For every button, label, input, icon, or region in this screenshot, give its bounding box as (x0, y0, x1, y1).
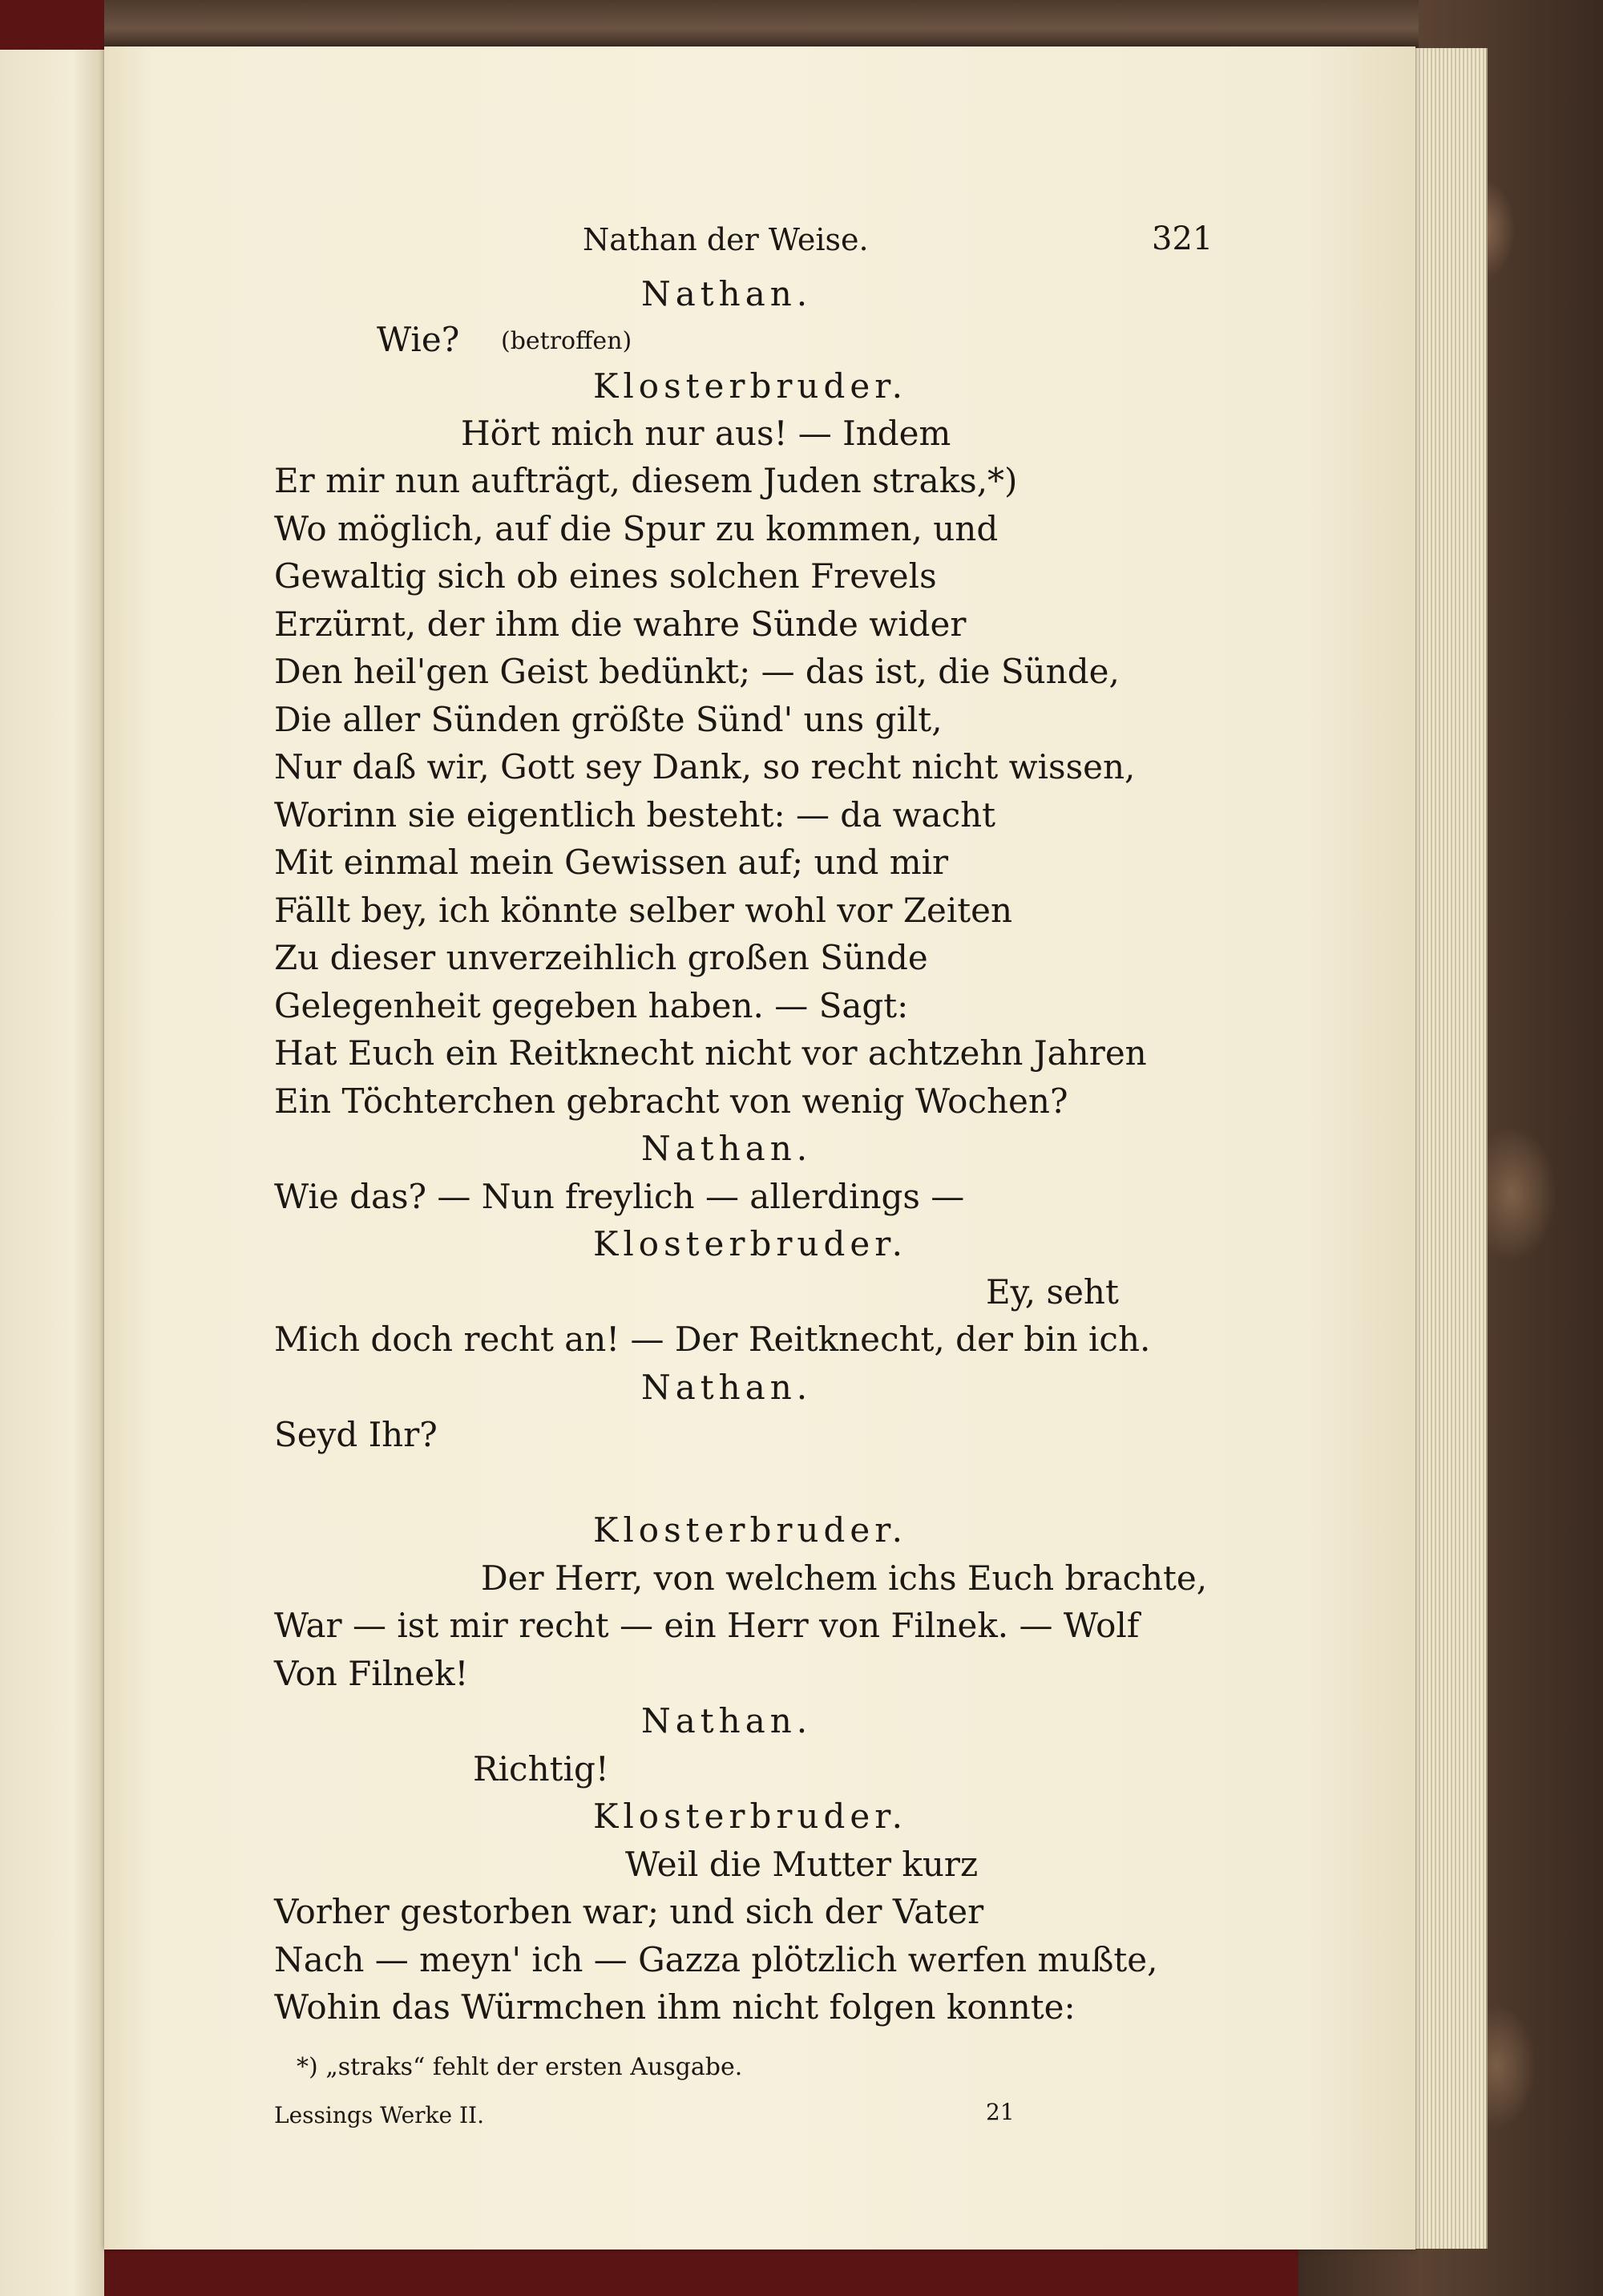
page-block-edges (1412, 48, 1488, 2249)
verse-line: Mit einmal mein Gewissen auf; und mir (274, 843, 949, 882)
speaker-label: Nathan. (641, 1701, 813, 1740)
verse-line: Ey, seht (986, 1272, 1119, 1312)
verse-line: Mich doch recht an! — Der Reitknecht, der bin ich. (274, 1320, 1151, 1359)
left-page-edge (0, 50, 104, 2296)
verse-line: Wie das? — Nun freylich — allerdings — (274, 1177, 965, 1216)
verse-line: War — ist mir recht — ein Herr von Filnek. — Wolf (274, 1606, 1140, 1645)
verse-line: Hat Euch ein Reitknecht nicht vor achtzehn Jahren (274, 1033, 1147, 1073)
verse-line: Fällt bey, ich könnte selber wohl vor Zeiten (274, 891, 1013, 930)
speaker-label: Klosterbruder. (593, 1797, 908, 1836)
verse-line: Wo möglich, auf die Spur zu kommen, und (274, 509, 999, 548)
speaker-label: Nathan. (641, 1368, 813, 1407)
book-top-edge (104, 0, 1419, 48)
verse-line: Worinn sie eigentlich besteht: — da wacht (274, 795, 996, 835)
footnote: *) „straks“ fehlt der ersten Ausgabe. (297, 2053, 743, 2081)
verse-line: Von Filnek! (274, 1654, 469, 1693)
speaker-label: Klosterbruder. (593, 1224, 908, 1263)
verse-line: Weil die Mutter kurz (625, 1845, 979, 1884)
running-title: Nathan der Weise. (583, 222, 869, 257)
stage-direction: (betroffen) (501, 327, 632, 355)
speaker-label: Nathan. (641, 274, 813, 313)
verse-line: Seyd Ihr? (274, 1415, 438, 1454)
verse-line: Wohin das Würmchen ihm nicht folgen konnte: (274, 1987, 1076, 2027)
verse-line: Zu dieser unverzeihlich großen Sünde (274, 938, 928, 977)
verse-line: Wie? (377, 320, 460, 359)
verse-line: Erzürnt, der ihm die wahre Sünde wider (274, 604, 967, 644)
verse-line: Nur daß wir, Gott sey Dank, so recht nicht wissen, (274, 747, 1136, 786)
verse-line: Er mir nun aufträgt, diesem Juden straks,*) (274, 461, 1018, 500)
verse-line: Den heil'gen Geist bedünkt; — das ist, die Sünde, (274, 652, 1120, 691)
verse-line: Richtig! (473, 1749, 609, 1789)
verse-line: Vorher gestorben war; und sich der Vater (274, 1892, 984, 1931)
signature-number: 21 (986, 2099, 1015, 2125)
verse-line: Ein Töchterchen gebracht von wenig Wochen? (274, 1081, 1068, 1121)
speaker-label: Nathan. (641, 1129, 813, 1168)
verse-line: Der Herr, von welchem ichs Euch brachte, (481, 1558, 1208, 1598)
book-page (104, 46, 1415, 2250)
signature-label: Lessings Werke II. (274, 2102, 484, 2128)
speaker-label: Klosterbruder. (593, 1510, 908, 1550)
verse-line: Nach — meyn' ich — Gazza plötzlich werfen mußte, (274, 1940, 1158, 1979)
speaker-label: Klosterbruder. (593, 366, 908, 406)
page-number: 321 (1152, 220, 1213, 257)
verse-line: Die aller Sünden größte Sünd' uns gilt, (274, 700, 943, 739)
verse-line: Hört mich nur aus! — Indem (461, 414, 951, 453)
verse-line: Gelegenheit gegeben haben. — Sagt: (274, 986, 909, 1025)
verse-line: Gewaltig sich ob eines solchen Frevels (274, 556, 937, 596)
